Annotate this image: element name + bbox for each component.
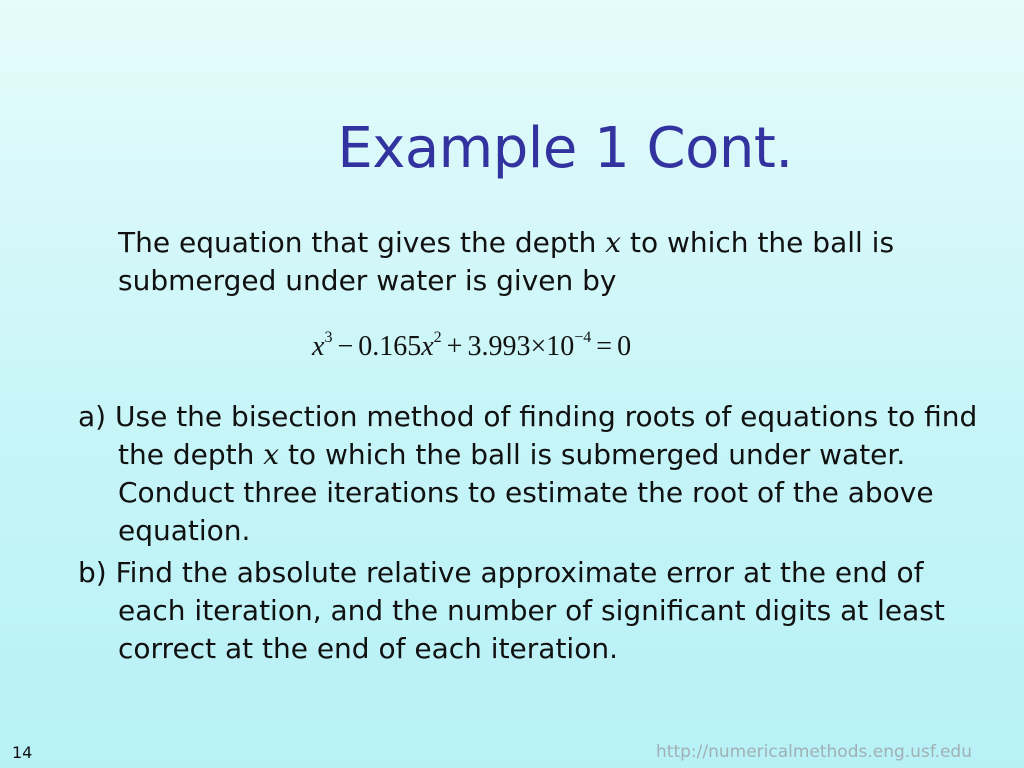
intro-text-end: to which the ball is submerged under water is given by bbox=[118, 226, 895, 297]
question-b bbox=[78, 554, 998, 668]
footer-url[interactable]: http://numericalmethods.eng.usf.edu bbox=[656, 742, 972, 762]
equation-constant: 3.993 bbox=[467, 331, 531, 362]
equation-var-x: x bbox=[312, 331, 325, 362]
equation-times: × bbox=[530, 331, 547, 362]
intro-variable-x: x bbox=[605, 226, 622, 259]
intro-text-start: The equation that gives the depth bbox=[118, 226, 606, 259]
slide-number: 14 bbox=[12, 743, 33, 762]
question-a-variable-x: x bbox=[263, 438, 280, 471]
equation-minus: − bbox=[337, 331, 354, 362]
equation-coefficient: 0.165 bbox=[358, 331, 422, 362]
question-b-label: b) bbox=[78, 556, 116, 589]
equation-plus: + bbox=[446, 331, 463, 362]
question-a bbox=[78, 398, 998, 550]
equation-exponent-3: 3 bbox=[324, 329, 333, 346]
equation bbox=[312, 329, 632, 362]
equation-exponent-2: 2 bbox=[433, 329, 442, 346]
question-a-text-end: to which the ball is submerged under water. Conduct three iterations to estimate the root of the above equation. bbox=[118, 438, 934, 547]
equation-rhs: 0 bbox=[617, 331, 632, 362]
equation-exponent-neg4: −4 bbox=[574, 329, 592, 346]
question-a-text-start: Use the bisection method of finding roots of equations to find the depth bbox=[114, 400, 978, 471]
equation-var-x2: x bbox=[421, 331, 434, 362]
equation-ten: 10 bbox=[546, 331, 575, 362]
intro-paragraph bbox=[118, 224, 998, 300]
question-list bbox=[78, 398, 998, 672]
question-b-text: Find the absolute relative approximate error at the end of each iteration, and the number of significant digits at least correct at the end of each iteration. bbox=[115, 556, 945, 665]
slide-title: Example 1 Cont. bbox=[337, 116, 793, 181]
question-a-label: a) bbox=[78, 400, 115, 433]
equation-equals: = bbox=[596, 331, 613, 362]
